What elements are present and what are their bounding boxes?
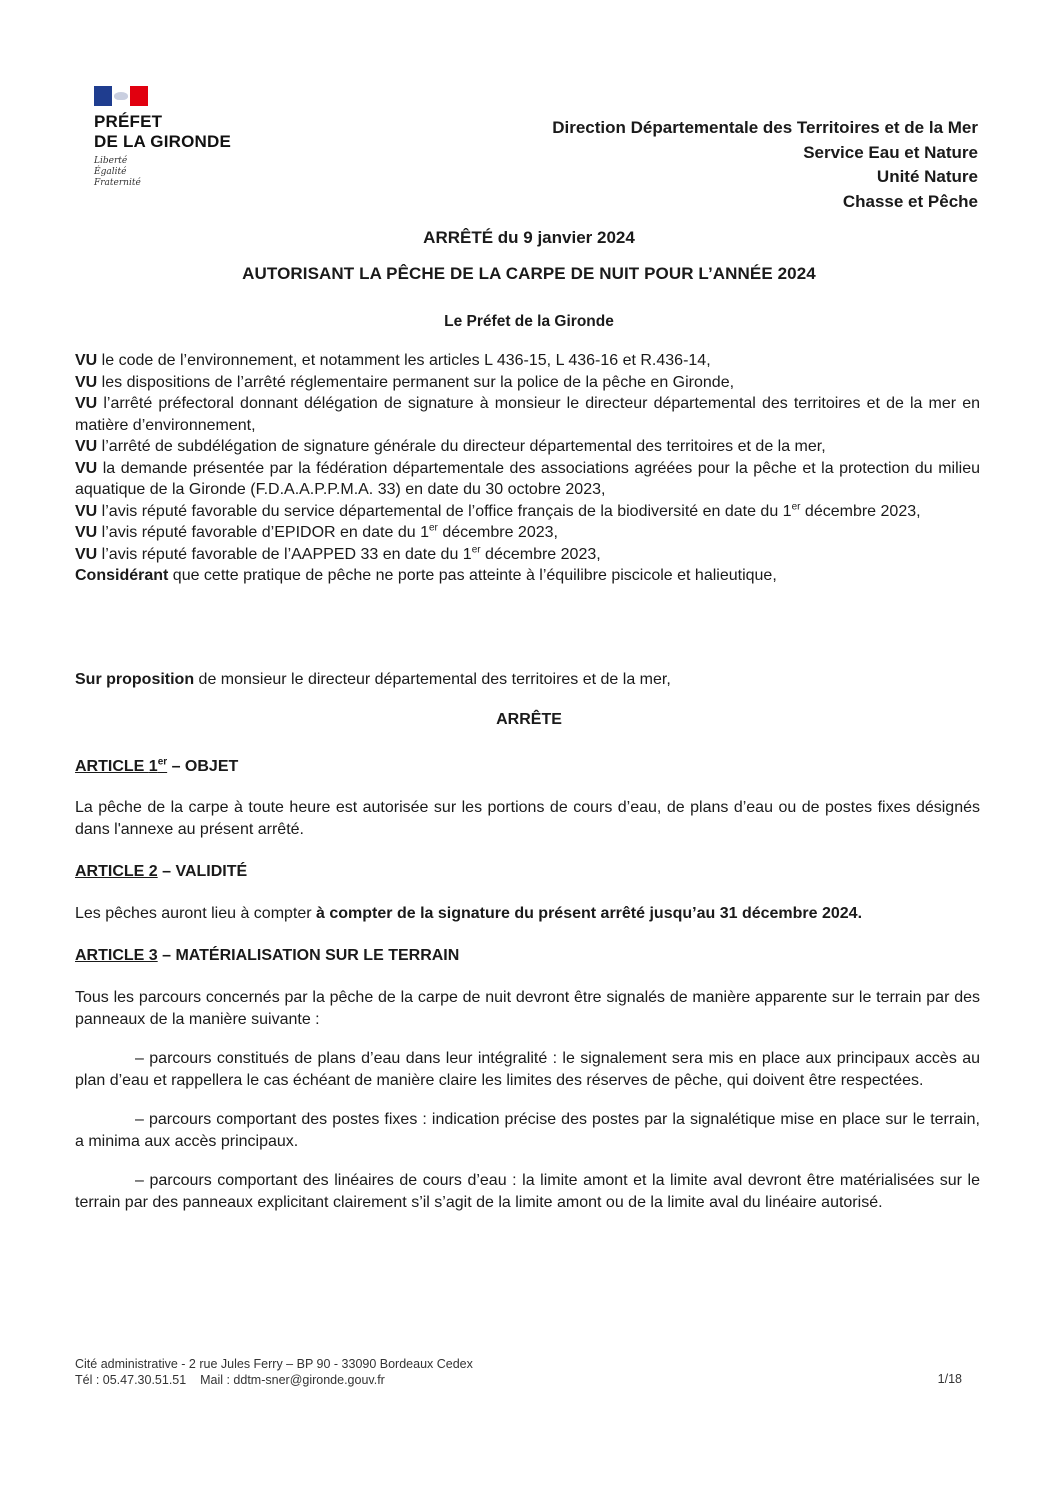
article-1-text: La pêche de la carpe à toute heure est autorisée sur les portions de cours d’eau, de plans d’eau ou de postes fixes désignés dans l'annexe au présent arrêté. <box>75 799 980 838</box>
visas-block <box>75 350 980 587</box>
article-3-item: – parcours constitués de plans d’eau dans leur intégralité : le signalement sera mis en place aux principaux accès au plan d’eau et rappellera le cas échéant de manière claire les limites des réserves de pêche, qui doivent être respectées. <box>75 1050 980 1089</box>
header-chasse-peche: Chasse et Pêche <box>842 191 978 211</box>
visa-text: la demande présentée par la fédération départementale des associations agréées pour la pêche et la protection du milieu aquatique de la Gironde (F.D.A.A.P.P.M.A. 33) en date du 30 octobre 2023, <box>75 459 980 498</box>
visa-keyword: VU <box>75 459 98 477</box>
article-2-title: – VALIDITÉ <box>157 863 248 880</box>
logo-prefet-line1: PRÉFET <box>94 112 163 131</box>
visa-keyword: VU <box>75 545 98 563</box>
service-header <box>552 116 978 214</box>
prefecture-logo <box>94 86 294 189</box>
visa-keyword: VU <box>75 502 98 520</box>
logo-prefet <box>94 112 294 152</box>
page-number: 1/18 <box>937 1372 962 1386</box>
considerant-text: que cette pratique de pêche ne porte pas atteinte à l’équilibre piscicole et halieutique, <box>168 567 777 584</box>
header-unite: Unité Nature <box>876 167 978 186</box>
article-2-heading <box>75 863 247 881</box>
footer-address: Cité administrative - 2 rue Jules Ferry – BP 90 - 33090 Bordeaux Cedex <box>75 1357 473 1371</box>
devise-liberte: Liberté <box>94 156 128 166</box>
article-2-text-start: Les pêches auront lieu à compter <box>75 905 317 922</box>
visa-text: l’avis réputé favorable de l’AAPPED 33 en date du 1er décembre 2023, <box>97 544 601 563</box>
article-1-heading <box>75 758 238 776</box>
visa-line <box>75 458 980 501</box>
article-3-item: – parcours comportant des linéaires de cours d’eau : la limite amont et la limite aval devront être matérialisées sur le terrain par des panneaux explicitant clairement s’il s’agit de la limite amont ou de la limite aval du linéaire autorisé. <box>75 1172 980 1211</box>
authority-line: Le Préfet de la Gironde <box>444 313 614 330</box>
visa-line <box>75 350 980 372</box>
article-1-label: ARTICLE 1er <box>75 756 168 775</box>
devise-egalite: Égalité <box>94 167 127 177</box>
article-2-text <box>75 903 980 925</box>
arrete-subject-title: AUTORISANT LA PÊCHE DE LA CARPE DE NUIT POUR L’ANNÉE 2024 <box>242 264 816 283</box>
visa-line <box>75 544 980 566</box>
visa-keyword: VU <box>75 373 98 391</box>
article-2-label: ARTICLE 2 <box>75 863 158 880</box>
proposition-text: de monsieur le directeur départemental des territoires et de la mer, <box>194 671 671 688</box>
header-service: Service Eau et Nature <box>803 142 978 162</box>
logo-prefet-line2: DE LA GIRONDE <box>94 132 232 151</box>
article-3-intro: Tous les parcours concernés par la pêche de la carpe de nuit devront être signalés de manière apparente sur le terrain par des panneaux de la manière suivante : <box>75 989 980 1028</box>
visa-text: l’arrêté de subdélégation de signature générale du directeur départemental des territoires et de la mer, <box>97 438 826 455</box>
arrete-date-title: ARRÊTÉ du 9 janvier 2024 <box>423 228 635 247</box>
visa-text: les dispositions de l’arrêté réglementaire permanent sur la police de la pêche en Gironde, <box>97 373 735 391</box>
visa-line <box>75 436 980 458</box>
article-2-text-bold: à compter de la signature du présent arrêté jusqu’au 31 décembre 2024. <box>316 905 863 922</box>
article-3-text <box>75 987 980 1231</box>
visa-keyword: VU <box>75 438 98 455</box>
marianne-flag-icon <box>94 86 148 106</box>
visa-text: l’avis réputé favorable du service départemental de l’office français de la biodiversité en date du 1er décembre 2023, <box>97 501 921 520</box>
visa-text: l’arrêté préfectoral donnant délégation de signature à monsieur le directeur départemental des territoires et de la mer en matière d’environnement, <box>75 395 980 434</box>
article-1-title: – OBJET <box>167 758 239 775</box>
visa-keyword: VU <box>75 352 98 369</box>
visa-line <box>75 501 980 523</box>
visa-line <box>75 393 980 436</box>
visa-text: l’avis réputé favorable d’EPIDOR en date du 1er décembre 2023, <box>97 522 558 541</box>
footer-contact: Tél : 05.47.30.51.51 Mail : ddtm-sner@gironde.gouv.fr <box>75 1373 385 1387</box>
visa-keyword: VU <box>75 395 98 412</box>
article-3-heading <box>75 947 459 965</box>
logo-devise <box>94 156 294 189</box>
considerant-keyword: Considérant <box>75 567 169 584</box>
visa-text: le code de l’environnement, et notamment les articles L 436-15, L 436-16 et R.436-14, <box>97 352 711 369</box>
considerant-line <box>75 565 980 587</box>
visa-keyword: VU <box>75 524 98 541</box>
article-3-item: – parcours comportant des postes fixes : indication précise des postes par la signalétique mise en place sur le terrain, a minima aux accès principaux. <box>75 1111 980 1150</box>
proposition-line <box>75 669 980 691</box>
page-footer <box>75 1356 473 1388</box>
arrete-heading: ARRÊTE <box>496 711 562 728</box>
header-direction: Direction Départementale des Territoires et de la Mer <box>552 118 978 137</box>
visa-line <box>75 522 980 544</box>
proposition-keyword: Sur proposition <box>75 671 195 688</box>
article-3-label: ARTICLE 3 <box>75 947 158 964</box>
visa-line <box>75 372 980 394</box>
devise-fraternite: Fraternité <box>94 178 141 188</box>
article-3-title: – MATÉRIALISATION SUR LE TERRAIN <box>157 947 460 964</box>
